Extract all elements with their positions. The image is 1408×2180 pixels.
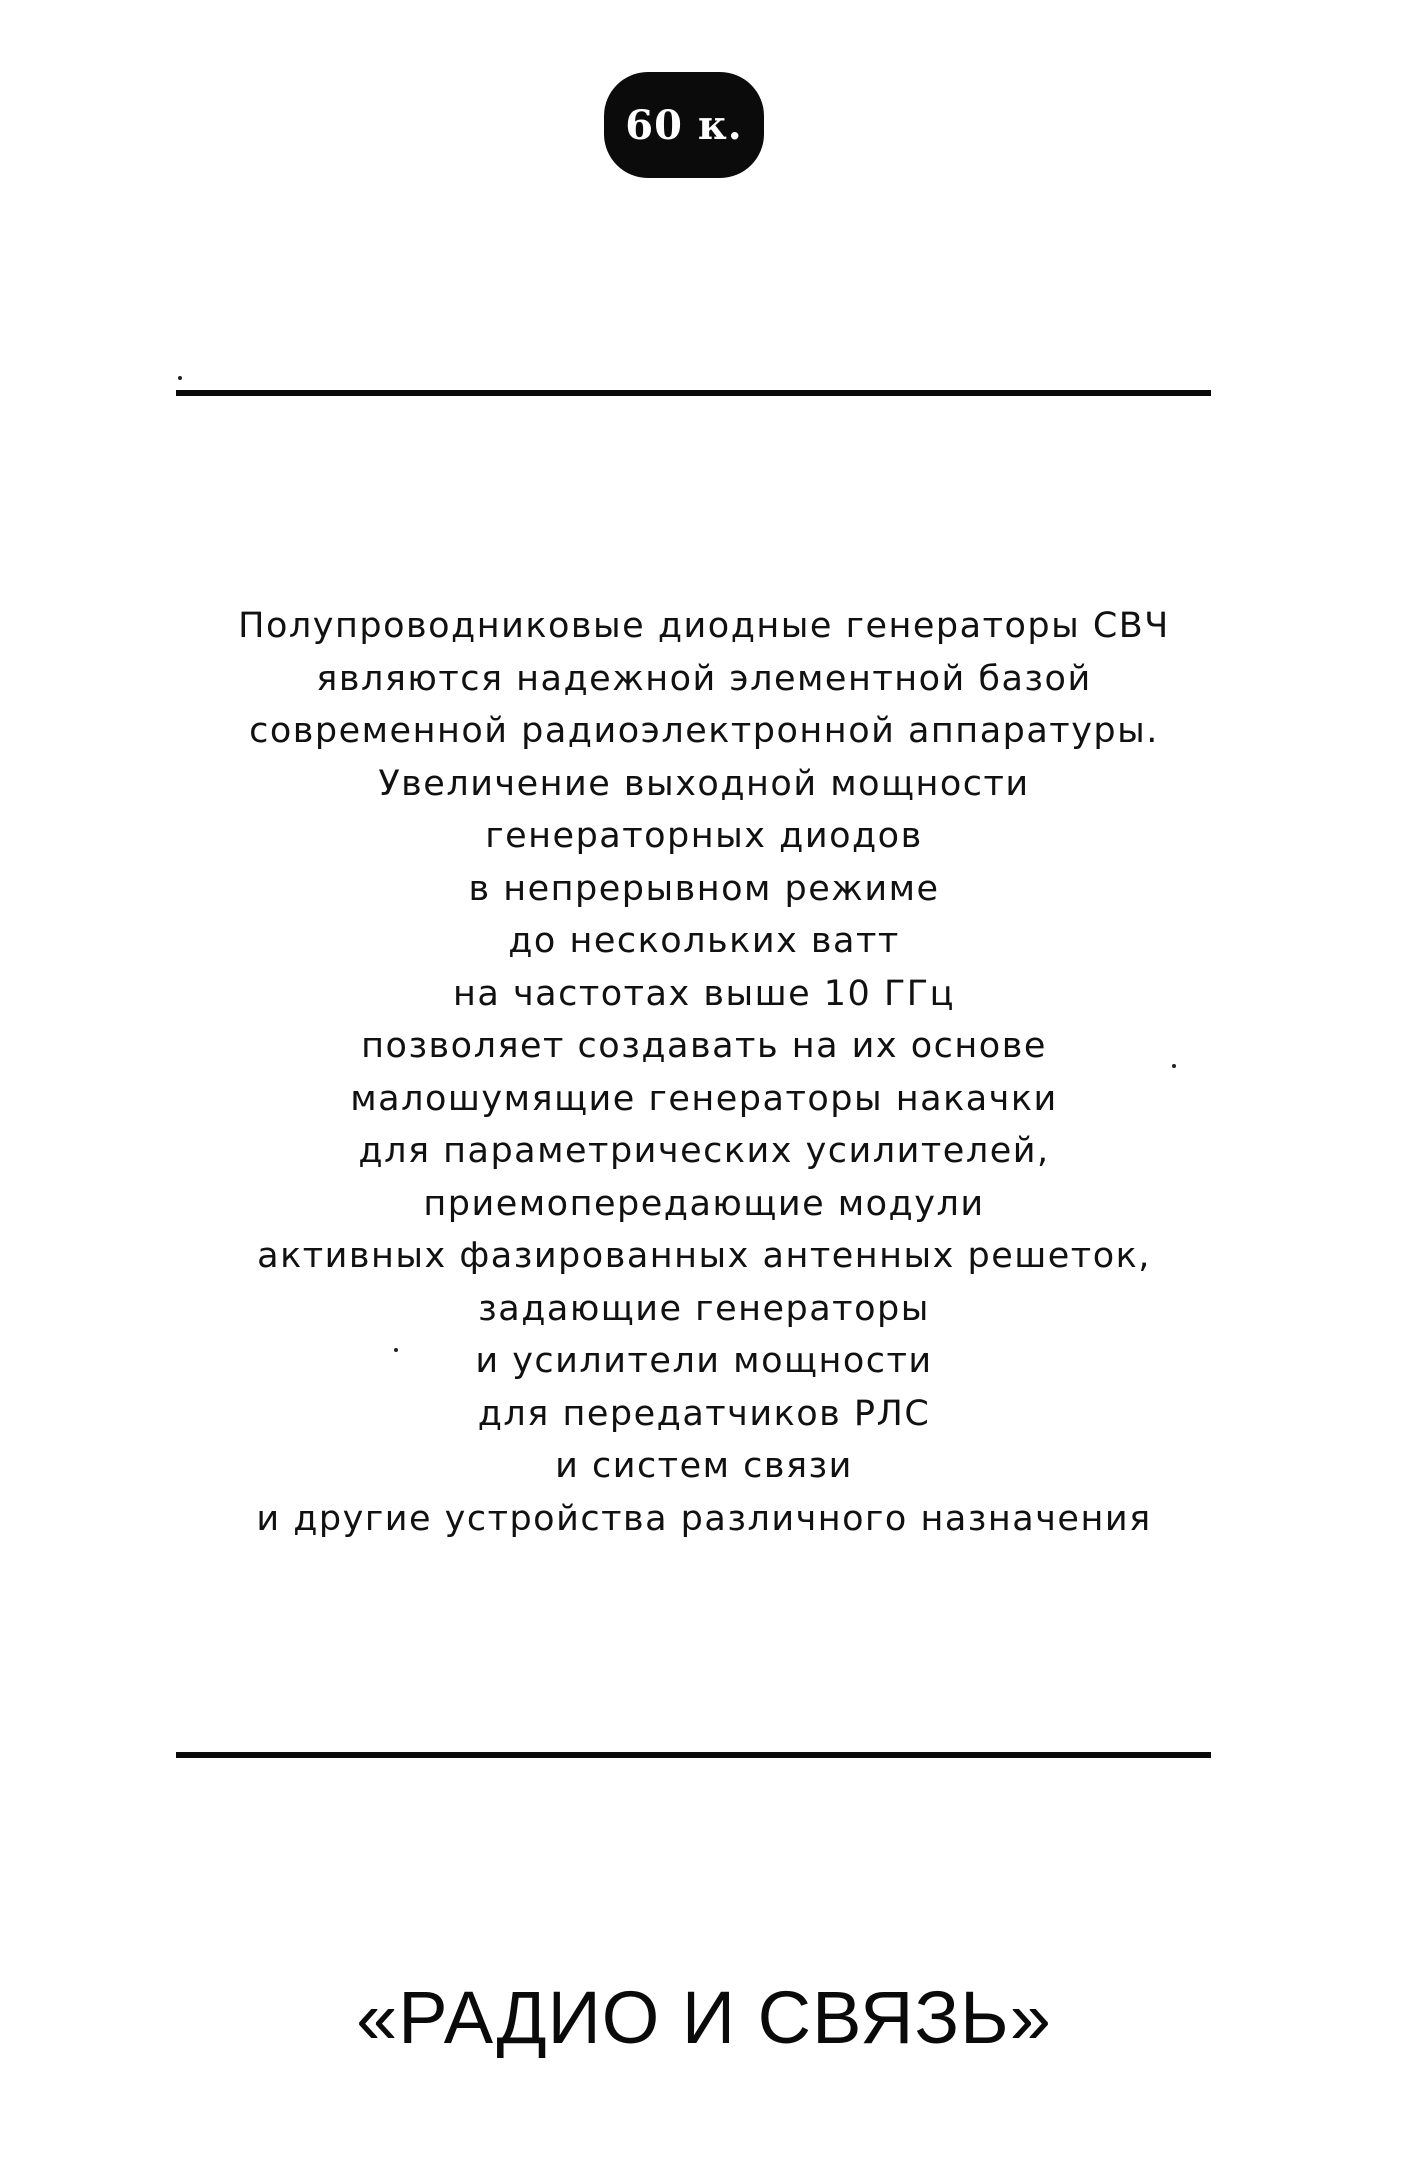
annotation-line: и другие устройства различного назначения <box>256 1498 1152 1539</box>
scan-speck <box>178 376 182 380</box>
scan-speck <box>394 1348 398 1352</box>
annotation-line: Увеличение выходной мощности <box>378 763 1030 804</box>
publisher-name: «РАДИО И СВЯЗЬ» <box>356 1976 1052 2059</box>
scan-speck <box>1172 1064 1176 1068</box>
price-label: 60 к. <box>625 101 743 149</box>
annotation-line: позволяет создавать на их основе <box>361 1026 1047 1066</box>
annotation-line: активных фазированных антенных решеток, <box>257 1236 1151 1276</box>
top-divider <box>176 390 1211 396</box>
annotation-line: малошумящие генераторы накачки <box>350 1078 1058 1119</box>
annotation-line: до нескольких ватт <box>508 921 900 961</box>
bottom-divider <box>176 1752 1211 1758</box>
annotation-line: для передатчиков РЛС <box>477 1393 931 1434</box>
annotation-line: современной радиоэлектронной аппаратуры. <box>249 711 1159 751</box>
annotation-text <box>168 600 1240 1545</box>
annotation-line: генераторных диодов <box>485 816 923 856</box>
annotation-line: на частотах выше 10 ГГц <box>453 973 955 1014</box>
annotation-line: Полупроводниковые диодные генераторы СВЧ <box>238 606 1170 646</box>
annotation-line: в непрерывном режиме <box>468 868 940 909</box>
annotation-line: приемопередающие модули <box>423 1183 985 1224</box>
annotation-line: и усилители мощности <box>475 1341 933 1381</box>
annotation-line: для параметрических усилителей, <box>358 1131 1050 1171</box>
annotation-line: задающие генераторы <box>478 1288 930 1329</box>
annotation-line: являются надежной элементной базой <box>316 658 1092 699</box>
annotation-line: и систем связи <box>555 1446 853 1486</box>
price-badge <box>604 72 764 178</box>
